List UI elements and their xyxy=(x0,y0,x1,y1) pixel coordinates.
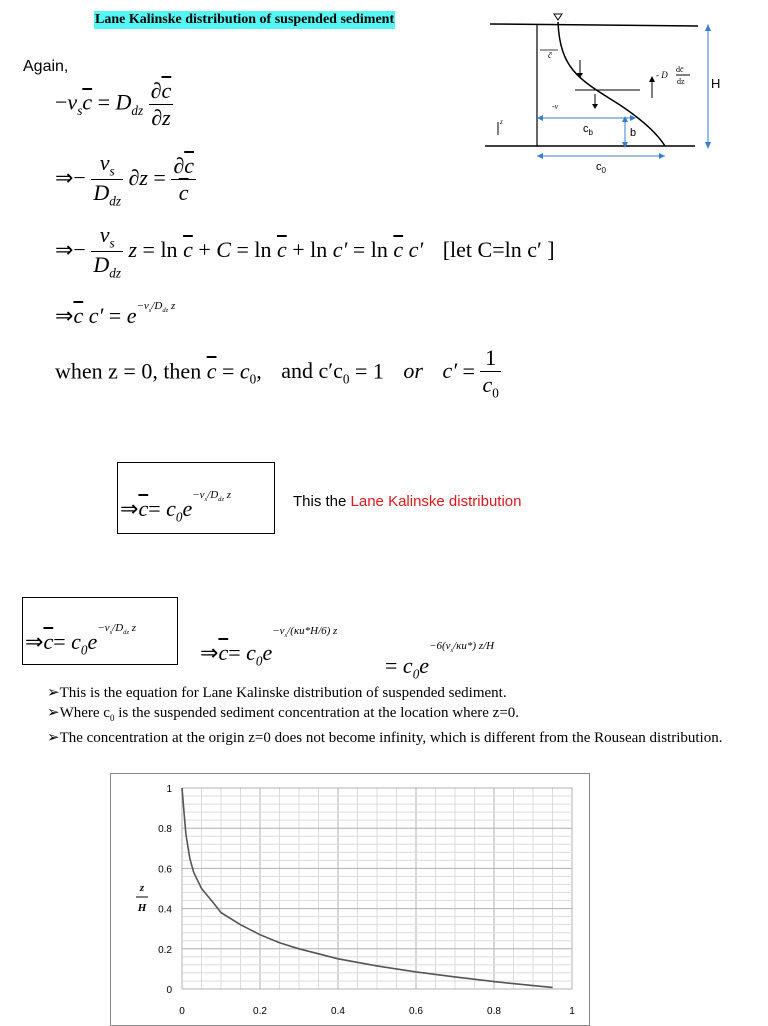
surface-marker-icon xyxy=(554,14,562,20)
y-tick-label: 0.6 xyxy=(158,864,172,876)
equation-3: ⇒− $\frac{v_s}{D_{dz}}$ $z = \ln \overline{c} + C = \ln \overline{c} + \ln c' = \ln \overline{c}$ c′ [let C=ln c′ ] xyxy=(55,222,555,281)
cb-label: $c_b$ xyxy=(583,123,593,137)
equation-4: $\Rightarrow\overline{c}$ $c' = e^{-v_s/D_{dz} z}$ xyxy=(55,300,176,328)
y-tick-label: 1 xyxy=(166,784,172,795)
x-tick-label: 1 xyxy=(569,1006,575,1017)
bullet-3: ➢The concentration at the origin z=0 does not become infinity, which is different from the Rousean distribution. xyxy=(47,730,723,746)
equation-expansion-1: $\Rightarrow\overline{c}= c_0e^{-v_s/(\kappa u*H/6) z}$ xyxy=(200,625,338,669)
diffusion-label: - D xyxy=(656,70,668,80)
H-label: H xyxy=(711,76,721,91)
result-box-2: $\Rightarrow\overline{c}= c_0e^{-v_s/D_{dz} z}$ xyxy=(22,597,178,665)
x-tick-label: 0.4 xyxy=(331,1006,345,1017)
concentration-profile-curve xyxy=(558,22,665,146)
intro-text: Again, xyxy=(23,58,69,75)
x-tick-label: 0.2 xyxy=(253,1006,267,1017)
c0-label: $c_0$ xyxy=(596,161,606,175)
statement-highlight: Lane Kalinske distribution xyxy=(350,493,522,510)
when-text: when z = 0, then xyxy=(55,358,202,384)
and-text: and c′c xyxy=(281,358,343,384)
svg-text:z: z xyxy=(500,118,503,126)
cbar-label: c̄ xyxy=(548,50,552,60)
x-tick-label: 0 xyxy=(179,1006,185,1017)
or-text: or xyxy=(403,358,423,384)
bullet-1: ➢This is the equation for Lane Kalinske distribution of suspended sediment. xyxy=(47,685,507,701)
let-note: [let C=ln c′ ] xyxy=(442,236,555,262)
x-tick-label: 0.6 xyxy=(409,1006,423,1017)
page-title: Lane Kalinske distribution of suspended sediment xyxy=(95,12,395,27)
series-line xyxy=(182,788,553,987)
result-box-1: $\Rightarrow\overline{c}= c_0e^{-v_s/D_{dz} z}$ xyxy=(117,462,275,534)
y-tick-label: 0.2 xyxy=(158,944,172,956)
equation-2: ⇒− $\frac{v_s}{D_{dz}}$ ∂z = $\frac{\partial\overline{c}}{c}$ xyxy=(55,150,194,209)
bullet-list xyxy=(47,683,752,748)
water-surface-line xyxy=(490,24,698,26)
y-tick-label: 0 xyxy=(166,985,172,996)
distribution-statement xyxy=(293,493,521,510)
y-tick-label: 0.8 xyxy=(158,824,172,836)
y-axis-label-H: H xyxy=(137,902,147,914)
statement-prefix: This the xyxy=(293,493,351,510)
svg-text:dc̄: dc̄ xyxy=(676,65,684,74)
vs-label: -v xyxy=(552,102,559,111)
equation-expansion-2: = $c_0e^{-6(v_s/\kappa u*) z/H}$ xyxy=(385,640,495,682)
y-tick-label: 0.4 xyxy=(158,904,172,916)
bullet-2: ➢Where $c_0$ is the suspended sediment concentration at the location where z=0. xyxy=(47,705,520,723)
concentration-chart xyxy=(110,773,590,1024)
b-label: b xyxy=(630,127,637,139)
y-axis-label-z: z xyxy=(139,882,145,894)
equation-1: $-v_s\overline{c} = D_{dz}$ $\frac{\partial\overline{c}}{\partial z}$ xyxy=(55,78,172,130)
velocity-profile-diagram xyxy=(480,10,730,180)
svg-text:dz: dz xyxy=(677,77,685,86)
x-tick-label: 0.8 xyxy=(487,1006,501,1017)
boundary-condition: when z = 0, then $\overline{c} = c_0$, and $c'c_0 = 1$ or c′ = $\frac{1}{c_0}$ xyxy=(55,345,499,401)
